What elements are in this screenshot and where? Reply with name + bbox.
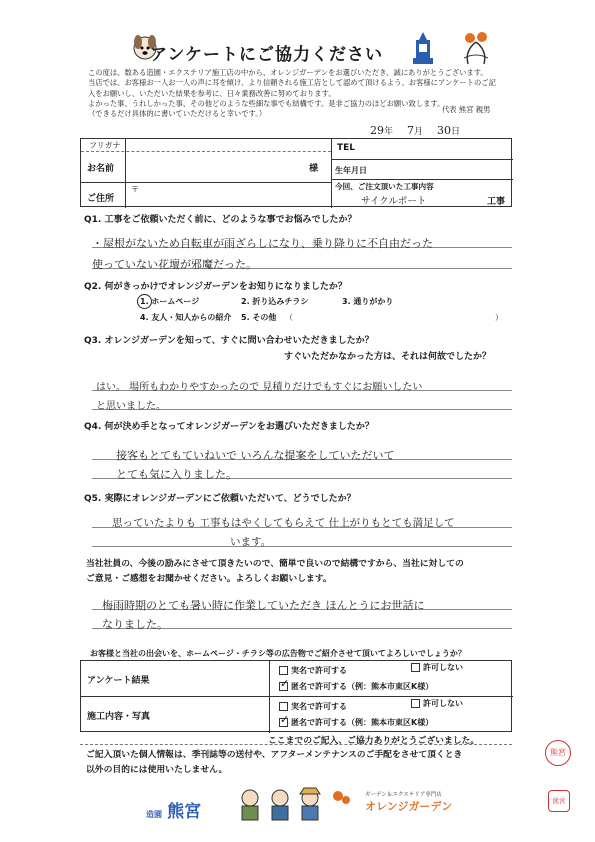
birthday-field[interactable]	[401, 160, 511, 178]
permission-row-2-label: 施工内容・写真	[87, 712, 151, 722]
intro-line: （できるだけ具体的に書いていただけると幸いです。）	[88, 109, 267, 119]
page-title: アンケートにご協力ください	[150, 45, 383, 65]
intro-line: 入をお願いし、いただいた結果を参考に、日々業務改善に努めております。	[88, 88, 336, 98]
seal-stamp-small-text: 熊宮	[552, 797, 566, 805]
address-label: ご住所	[87, 194, 115, 204]
q4-answer-line-1[interactable]: 接客もとてもていねいで いろんな提案をしていただいて	[116, 449, 395, 462]
checkbox	[411, 663, 420, 672]
checkbox	[279, 666, 288, 675]
q2-other-field[interactable]	[298, 310, 493, 322]
checkbox	[279, 702, 288, 711]
q2-other-open-paren: （	[285, 313, 293, 322]
name-label: お名前	[87, 164, 115, 174]
tel-label: TEL	[337, 143, 356, 153]
orange-tree-icon	[458, 28, 494, 66]
check-mark: ✓	[280, 713, 290, 726]
date-day-unit: 日	[451, 127, 461, 137]
staff-answer-line-1[interactable]: 梅雨時期のとても暑い時に作業していただき ほんとうにお世話に	[102, 599, 425, 612]
intro-line: 当店では、お客様お一人お一人の声に耳を傾け、より信頼される施工店として認めて頂けるよう、お客様にアンケートのご記	[88, 78, 496, 88]
date-field	[370, 124, 460, 137]
q2-option-2[interactable]: 2. 折り込みチラシ	[241, 297, 309, 306]
permission-option-label: 許可しない	[423, 699, 463, 708]
permission-row-1-opt2[interactable]	[411, 662, 463, 673]
permission-row-1-opt1[interactable]	[279, 665, 347, 676]
privacy-line-1: ご記入頂いた個人情報は、季刊誌等の送付や、アフターメンテナンスのご手配をさせて頂くとき	[86, 750, 463, 760]
birthday-label: 生年月日	[335, 166, 367, 175]
checkbox-checked	[279, 713, 290, 727]
kumamiya-logo-small: 造園	[146, 810, 162, 819]
q1-question: Q1. 工事をご依頼いただく前に、どのような事でお悩みでしたか？	[84, 215, 357, 225]
permission-row-1-opt3[interactable]	[279, 677, 434, 692]
permission-row-1-label: アンケート結果	[87, 676, 150, 686]
orange-garden-tagline: ガーデン＆エクステリア専門店	[365, 792, 442, 798]
permission-prompt: お客様と当社の出会いを、ホームページ・チラシ等の広告物でご紹介させて頂いてよろしいでしょうか？	[90, 649, 466, 658]
privacy-divider	[80, 744, 512, 745]
q3-answer-line-2[interactable]: と思いました。	[96, 401, 166, 412]
work-value[interactable]: サイクルポート	[361, 196, 427, 207]
name-field[interactable]	[126, 152, 330, 181]
q5-answer-line-1[interactable]: 思っていたよりも 工事もはやくしてもらえて 仕上がりもとても満足して	[112, 517, 455, 529]
date-year: 29	[370, 124, 384, 137]
thanks-text: ここまでのご記入、ご協力ありがとうございました。	[268, 736, 480, 746]
staff-answer-line-2[interactable]: なりました。	[102, 618, 168, 631]
date-year-unit: 年	[384, 127, 394, 137]
seal-stamp-text: 熊宮	[550, 748, 566, 757]
q2-question: Q2. 何がきっかけでオレンジガーデンをお知りになりましたか？	[84, 282, 347, 292]
orange-garden-name: オレンジガーデン	[365, 800, 453, 813]
date-month-unit: 月	[414, 127, 424, 137]
q2-option-5[interactable]: 5. その他	[241, 313, 277, 322]
kumamiya-logo	[146, 797, 201, 822]
seal-stamp-small	[548, 790, 570, 812]
q5-question: Q5. 実際にオレンジガーデンにご依頼いただいて、どうでしたか？	[84, 494, 356, 504]
q1-answer-line-1[interactable]: ・屋根がないため自転車が雨ざらしになり、乗り降りに不自由だった	[92, 237, 433, 250]
address-field[interactable]	[126, 183, 330, 207]
permission-row-2-opt3[interactable]	[279, 713, 434, 728]
q2-option-3[interactable]: 3. 通りがかり	[342, 297, 394, 306]
work-label: 今回、ご注文頂いた工事内容	[335, 182, 434, 191]
seal-stamp	[545, 740, 571, 766]
info-table	[80, 138, 512, 207]
tel-field[interactable]	[371, 140, 511, 158]
q4-question: Q4. 何が決め手となってオレンジガーデンをお選びいただきましたか？	[84, 422, 374, 432]
name-suffix: 様	[309, 164, 319, 174]
permission-table	[80, 660, 512, 732]
orange-garden-logo	[365, 790, 452, 814]
q2-option-1-label: 1. ホームページ	[140, 297, 200, 306]
tower-logo-icon	[408, 30, 438, 66]
staff-illustration-icon	[232, 786, 352, 822]
q2-option-1[interactable]	[140, 296, 199, 307]
q2-option-4[interactable]: 4. 友人・知人からの紹介	[140, 313, 232, 322]
staff-prompt-line-2: ご意見・ご感想をお聞かせください。よろしくお願いします。	[86, 574, 332, 584]
q3-answer-line-1[interactable]: はい。 場所もわかりやすかったので 見積りだけでもすぐにお願いしたい	[96, 382, 423, 393]
permission-option-label: 匿名で許可する（例：熊本市東区K様）	[291, 718, 434, 727]
permission-option-label: 実名で許可する	[291, 702, 347, 711]
intro-line: この度は、数ある造園・エクステリア施工店の中から、オレンジガーデンをお選びいただき、誠にありがとうございます。	[88, 68, 488, 77]
q2-option-1-circle	[137, 294, 152, 309]
check-mark: ✓	[280, 677, 290, 690]
date-day: 30	[437, 124, 452, 137]
postal-mark: 〒	[131, 185, 139, 194]
staff-prompt-line-1: 当社社員の、今後の励みにさせて頂きたいので、簡単で良いので結構ですから、当社に対しての	[86, 559, 464, 569]
checkbox	[411, 699, 420, 708]
privacy-line-2: 以外の目的には使用いたしません。	[86, 765, 228, 775]
q2-other-close-paren: ）	[495, 313, 503, 322]
date-month: 7	[407, 124, 415, 137]
checkbox-checked	[279, 677, 290, 691]
work-suffix: 工事	[487, 197, 506, 207]
q3-question: Q3. オレンジガーデンを知って、すぐに問い合わせいただきましたか？	[84, 336, 374, 346]
q5-answer-line-2[interactable]: います。	[230, 536, 272, 548]
permission-option-label: 実名で許可する	[291, 666, 347, 675]
answer-line	[92, 546, 512, 547]
q1-answer-line-2[interactable]: 使っていない花壇が邪魔だった。	[92, 258, 257, 271]
furigana-label: フリガナ	[89, 141, 121, 150]
q4-answer-line-2[interactable]: とても気に入りました。	[116, 468, 237, 481]
intro-line: よかった事、うれしかった事、その他どのような些細な事でも結構です。是非ご協力のほどお願い致します。	[88, 98, 445, 108]
permission-option-label: 匿名で許可する（例：熊本市東区K様）	[291, 682, 434, 691]
signer: 代表 熊宮 親男	[442, 105, 491, 114]
kumamiya-logo-text: 熊宮	[167, 802, 202, 822]
permission-row-2-opt2[interactable]	[411, 698, 463, 709]
q3-sub-question: すぐいただかなかった方は、それは何故でしたか？	[284, 352, 492, 362]
permission-row-2-opt1[interactable]	[279, 701, 347, 712]
permission-option-label: 許可しない	[423, 663, 463, 672]
